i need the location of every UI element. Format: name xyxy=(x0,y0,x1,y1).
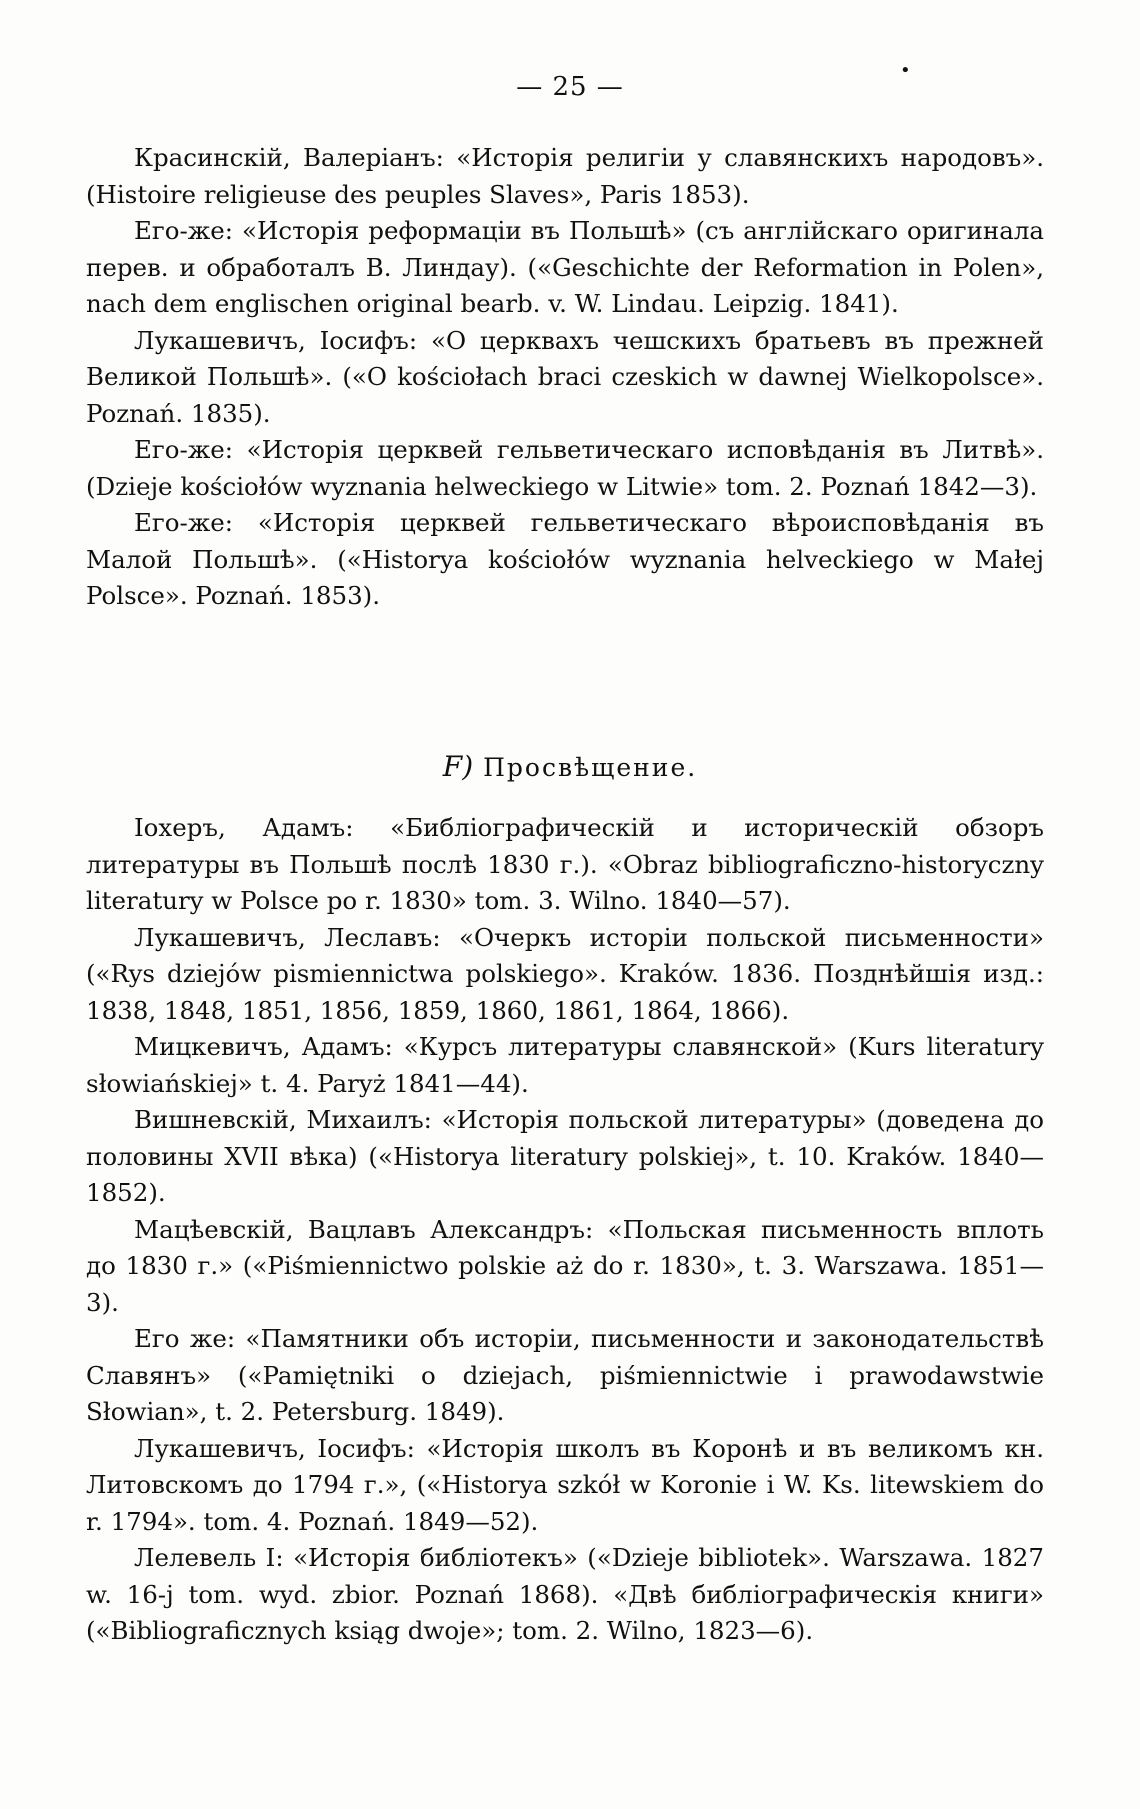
bibliography-entry: Лелевель І: «Исторія библіотекъ» («Dzieje bibliotek». Warszawa. 1827 w. 16-j tom. wyd. zbior. Poznań 1868). «Двѣ библіографическія книги» («Bibliograficznych ksiąg dwoje»; tom. 2. Wilno, 1823—6). xyxy=(86,1543,1044,1645)
bibliography-bottom xyxy=(86,810,1044,1650)
bibliography-entry: Лукашевичъ, Іосифъ: «О церквахъ чешскихъ братьевъ въ прежней Великой Польшѣ». («O kościołach braci czeskich w dawnej Wielkopolsce». Poznań. 1835). xyxy=(86,325,1044,428)
section-letter: F) xyxy=(442,750,474,783)
bibliography-entry: Его-же: «Исторія церквей гельветическаго вѣроисповѣданія въ Малой Польшѣ». («Historya kościołów wyznania helveckiego w Małej Polsce». Poznań. 1853). xyxy=(86,508,1044,610)
bibliography-entry: Красинскій, Валеріанъ: «Исторія религіи у славянскихъ народовъ». (Histoire religieuse des peuples Slaves», Paris 1853). xyxy=(86,143,1044,209)
bibliography-entry: Его же: «Памятники объ исторіи, письменности и законодательствѣ Славянъ» («Pamiętniki o dziejach, piśmiennictwie i prawodawstwie Słowian», t. 2. Petersburg. 1849). xyxy=(86,1324,1044,1426)
bibliography-entry: Его-же: «Исторія реформаціи въ Польшѣ» (съ англійскаго оригинала перев. и обработалъ В. Линдау). («Geschichte der Reformation in Polen», nach dem englischen original bearb. v. W. Lindau. Leipzig. 1841). xyxy=(86,216,1044,318)
bibliography-entry: Лукашевичъ, Іосифъ: «Исторія школъ въ Коронѣ и въ великомъ кн. Литовскомъ до 1794 г.», («Historya szkół w Koronie i W. Ks. litewskiem do r. 1794». tom. 4. Poznań. 1849—52). xyxy=(86,1433,1044,1536)
bibliography-entry: Вишневскій, Михаилъ: «Исторія польской литературы» (доведена до половины XVII вѣка) («Historya literatury polskiej», t. 10. Kraków. 1840—1852). xyxy=(86,1105,1044,1207)
page-number: — 25 — xyxy=(516,72,624,102)
bibliography-top xyxy=(86,140,1044,615)
corner-mark: • xyxy=(900,60,911,81)
bibliography-entry: Его-же: «Исторія церквей гельветическаго исповѣданія въ Литвѣ». (Dzieje kościołów wyznania helweckiego w Litwie» tom. 2. Poznań 1842—3). xyxy=(86,435,1044,501)
section-heading xyxy=(0,750,1140,783)
bibliography-entry: Мицкевичъ, Адамъ: «Курсъ литературы славянской» (Kurs literatury słowiańskiej» t. 4. Paryż 1841—44). xyxy=(86,1032,1044,1098)
section-title: Просвѣщение. xyxy=(483,753,698,782)
bibliography-entry: Іохеръ, Адамъ: «Библіографическій и историческій обзоръ литературы въ Польшѣ послѣ 1830 г.). «Obraz bibliograficzno-historyczny literatury w Polsce po r. 1830» tom. 3. Wilno. 1840—57). xyxy=(86,813,1044,915)
bibliography-entry: Мацѣевскій, Вацлавъ Александръ: «Польская письменность вплоть до 1830 г.» («Piśmiennictwo polskie aż do r. 1830», t. 3. Warszawa. 1851—3). xyxy=(86,1214,1044,1317)
bibliography-entry: Лукашевичъ, Леславъ: «Очеркъ исторіи польской письменности» («Rys dziejów pismiennictwa polskiego». Kraków. 1836. Позднѣйшія изд.: 1838, 1848, 1851, 1856, 1859, 1860, 1861, 1864, 1866). xyxy=(86,922,1044,1025)
